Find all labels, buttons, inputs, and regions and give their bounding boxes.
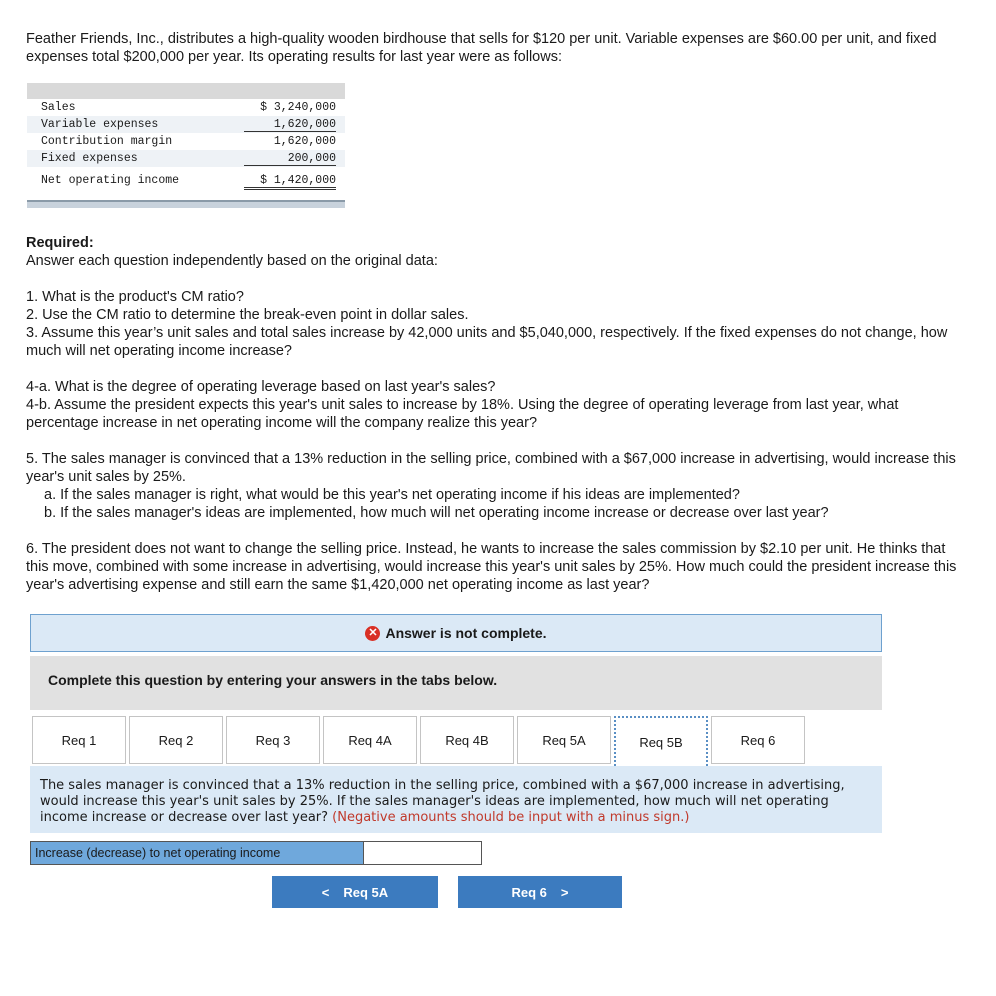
statement-footer-bar [27,200,345,208]
statement-row-fixed-expenses [27,150,345,167]
question-panel [30,766,882,833]
row-amount: $ 1,420,000 [244,174,336,190]
row-label: Sales [41,101,76,114]
tab-req-1[interactable]: Req 1 [32,716,126,764]
question-5: 5. The sales manager is convinced that a 13% reduction in the selling price, combined with a $67,000 increase in advertising, would increase this year's unit sales by 25%. [26,451,956,485]
question-text: The sales manager is convinced that a 13% reduction in the selling price, combined with a $67,000 increase in advertising, would increase this year's unit sales by 25%. If the sales manager's ideas are implemented, how much will net operating income increase or decrease over last year? [40,778,845,825]
banner-text: Answer is not complete. [385,625,547,641]
question-5a: a. If the sales manager is right, what would be this year's net operating income if his ideas are implemented? [44,487,740,503]
tab-req-3[interactable]: Req 3 [226,716,320,764]
statement-row-sales [27,99,345,116]
question-4b: 4-b. Assume the president expects this year's unit sales to increase by 18%. Using the degree of operating leverage from last year, what percentage increase in net operating income will the company realize this year? [26,397,899,431]
question-4a: 4-a. What is the degree of operating leverage based on last year's sales? [26,379,496,395]
required-heading: Required: [26,235,94,251]
answer-status-banner [30,614,882,652]
requirement-tabs [30,716,882,766]
question-2: 2. Use the CM ratio to determine the break-even point in dollar sales. [26,307,469,323]
tab-req-4b[interactable]: Req 4B [420,716,514,764]
net-operating-income-change-input[interactable] [364,841,482,865]
row-amount: 200,000 [244,152,336,166]
chevron-left-icon: < [321,884,330,900]
prev-req-button[interactable] [272,876,438,908]
tab-req-5b[interactable]: Req 5B [614,716,708,766]
input-note: (Negative amounts should be input with a minus sign.) [332,810,690,825]
row-amount: 1,620,000 [244,118,336,132]
next-req-label: Req 6 [511,884,547,900]
statement-row-variable-expenses [27,116,345,133]
question-1: 1. What is the product's CM ratio? [26,289,244,305]
row-amount: $ 3,240,000 [260,101,336,114]
question-5b: b. If the sales manager's ideas are implemented, how much will net operating income increase or decrease over last year? [44,505,829,521]
tab-req-5a[interactable]: Req 5A [517,716,611,764]
tab-req-6[interactable]: Req 6 [711,716,805,764]
next-req-button[interactable] [458,876,622,908]
instructions-bar [30,656,882,710]
row-label: Contribution margin [41,135,173,148]
prev-req-label: Req 5A [343,884,389,900]
row-label: Net operating income [41,174,180,187]
question-3: 3. Assume this year’s unit sales and total sales increase by 42,000 units and $5,040,000, respectively. If the fixed expenses do not change, how much will net operating income increase? [26,325,948,359]
income-statement [27,83,345,207]
tab-req-2[interactable]: Req 2 [129,716,223,764]
chevron-right-icon: > [560,884,569,900]
row-amount: 1,620,000 [273,135,336,148]
tab-req-4a[interactable]: Req 4A [323,716,417,764]
statement-header-bar [27,83,345,99]
problem-intro: Feather Friends, Inc., distributes a high-quality wooden birdhouse that sells for $120 per unit. Variable expenses are $60.00 per unit, and fixed expenses total $200,000 per year. Its operating results for last year were as follows: [26,31,937,65]
question-panel-text [40,778,870,826]
question-6: 6. The president does not want to change the selling price. Instead, he wants to increase the sales commission by $2.10 per unit. He thinks that this move, combined with some increase in advertising, would increase this year's unit sales by 25%. How much could the president increase this year's advertising expense and still earn the same $1,420,000 net operating income as last year? [26,541,957,593]
row-label: Variable expenses [41,118,159,131]
statement-row-contribution-margin [27,133,345,150]
required-subheading: Answer each question independently based on the original data: [26,253,438,269]
x-circle-icon: ✕ [365,626,380,641]
row-label: Fixed expenses [41,152,138,165]
instructions-text: Complete this question by entering your answers in the tabs below. [48,672,498,688]
answer-label: Increase (decrease) to net operating income [30,841,364,865]
answer-row [30,841,482,865]
statement-row-net-operating-income [27,172,345,189]
